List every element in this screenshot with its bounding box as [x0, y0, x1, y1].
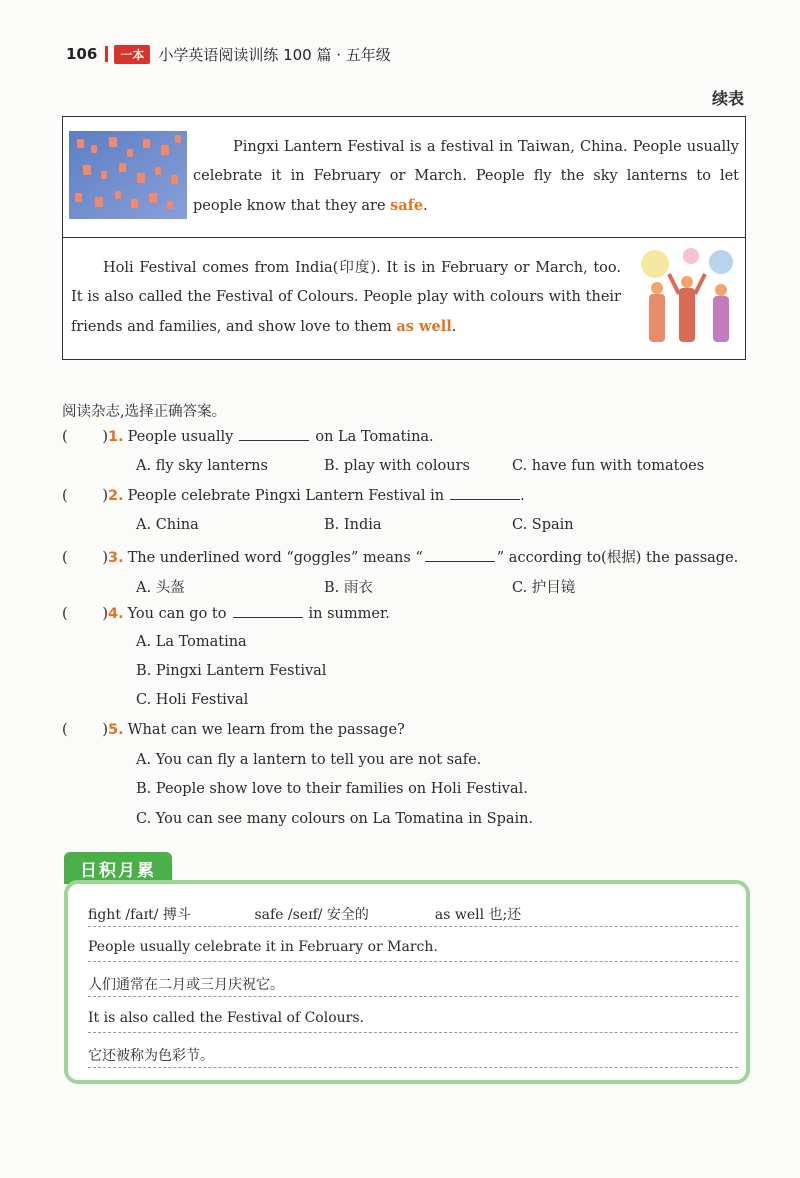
header-divider	[105, 46, 108, 62]
question-5: ( ) 5. What can we learn from the passage?	[62, 722, 405, 738]
vocab-safe: safe /seɪf/ 安全的	[254, 907, 369, 923]
highlight-as-well: as well	[396, 318, 452, 335]
sentence-en-2: It is also called the Festival of Colours.	[88, 1010, 738, 1033]
passage-table	[62, 116, 746, 360]
sentence-en-1: People usually celebrate it in February or March.	[88, 939, 738, 962]
pingxi-row	[63, 117, 745, 238]
accumulation-title: 日积月累	[64, 852, 172, 884]
page-number: 106	[66, 45, 98, 63]
question-3: ( ) 3. The underlined word “goggles” means “ ” according to(根据) the passage.	[62, 550, 739, 566]
fill-blank	[425, 549, 495, 562]
option-3c[interactable]: C. 护目镜	[512, 580, 576, 596]
fill-blank	[239, 428, 309, 441]
holi-passage: Holi Festival comes from India(印度). It is in February or March, too. It is also called the Festival of Colours. People play with colours with their friends and families, and show love to them as well.	[71, 260, 621, 335]
option-3a[interactable]: A. 头盔	[136, 580, 185, 596]
option-1a[interactable]: A. fly sky lanterns	[136, 458, 268, 474]
answer-slot-5[interactable]: ( )	[62, 722, 108, 738]
option-1c[interactable]: C. have fun with tomatoes	[512, 458, 705, 474]
continued-label: 续表	[711, 89, 744, 108]
option-4a[interactable]: A. La Tomatina	[136, 634, 247, 650]
holi-festival-image	[633, 246, 741, 354]
question-4: ( ) 4. You can go to in summer.	[62, 606, 390, 622]
pingxi-passage: Pingxi Lantern Festival is a festival in Taiwan, China. People usually celebrate it in February or March. People fly the sky lanterns to let people know that they are safe.	[193, 139, 739, 214]
sentence-zh-1: 人们通常在二月或三月庆祝它。	[88, 974, 738, 997]
publisher-logo: 一本	[114, 45, 150, 64]
option-5b[interactable]: B. People show love to their families on Holi Festival.	[136, 781, 528, 797]
vocab-as-well: as well 也;还	[434, 907, 522, 923]
answer-slot-1[interactable]: ( )	[62, 429, 108, 445]
answer-slot-3[interactable]: ( )	[62, 550, 108, 566]
option-5a[interactable]: A. You can fly a lantern to tell you are not safe.	[136, 752, 482, 768]
question-2: ( ) 2. People celebrate Pingxi Lantern Festival in .	[62, 488, 525, 504]
question-1: ( ) 1. People usually on La Tomatina.	[62, 429, 434, 445]
sentence-zh-2: 它还被称为色彩节。	[88, 1045, 738, 1068]
sky-lanterns-image	[69, 131, 187, 219]
instruction: 阅读杂志,选择正确答案。	[62, 404, 227, 420]
option-3b[interactable]: B. 雨衣	[324, 580, 373, 596]
option-2a[interactable]: A. China	[136, 517, 199, 533]
option-4b[interactable]: B. Pingxi Lantern Festival	[136, 663, 327, 679]
accumulation-box	[64, 880, 750, 1084]
fill-blank	[450, 487, 520, 500]
vocab-fight: fight /faɪt/ 搏斗	[88, 907, 191, 923]
page-header	[66, 42, 391, 66]
holi-row	[63, 238, 745, 358]
vocab-line	[88, 904, 738, 927]
fill-blank	[233, 605, 303, 618]
option-2c[interactable]: C. Spain	[512, 517, 574, 533]
option-1b[interactable]: B. play with colours	[324, 458, 470, 474]
book-title: 小学英语阅读训练 100 篇 · 五年级	[158, 45, 391, 64]
answer-slot-4[interactable]: ( )	[62, 606, 108, 622]
highlight-safe: safe	[390, 197, 424, 214]
option-5c[interactable]: C. You can see many colours on La Tomatina in Spain.	[136, 811, 534, 827]
option-4c[interactable]: C. Holi Festival	[136, 692, 249, 708]
answer-slot-2[interactable]: ( )	[62, 488, 108, 504]
option-2b[interactable]: B. India	[324, 517, 382, 533]
